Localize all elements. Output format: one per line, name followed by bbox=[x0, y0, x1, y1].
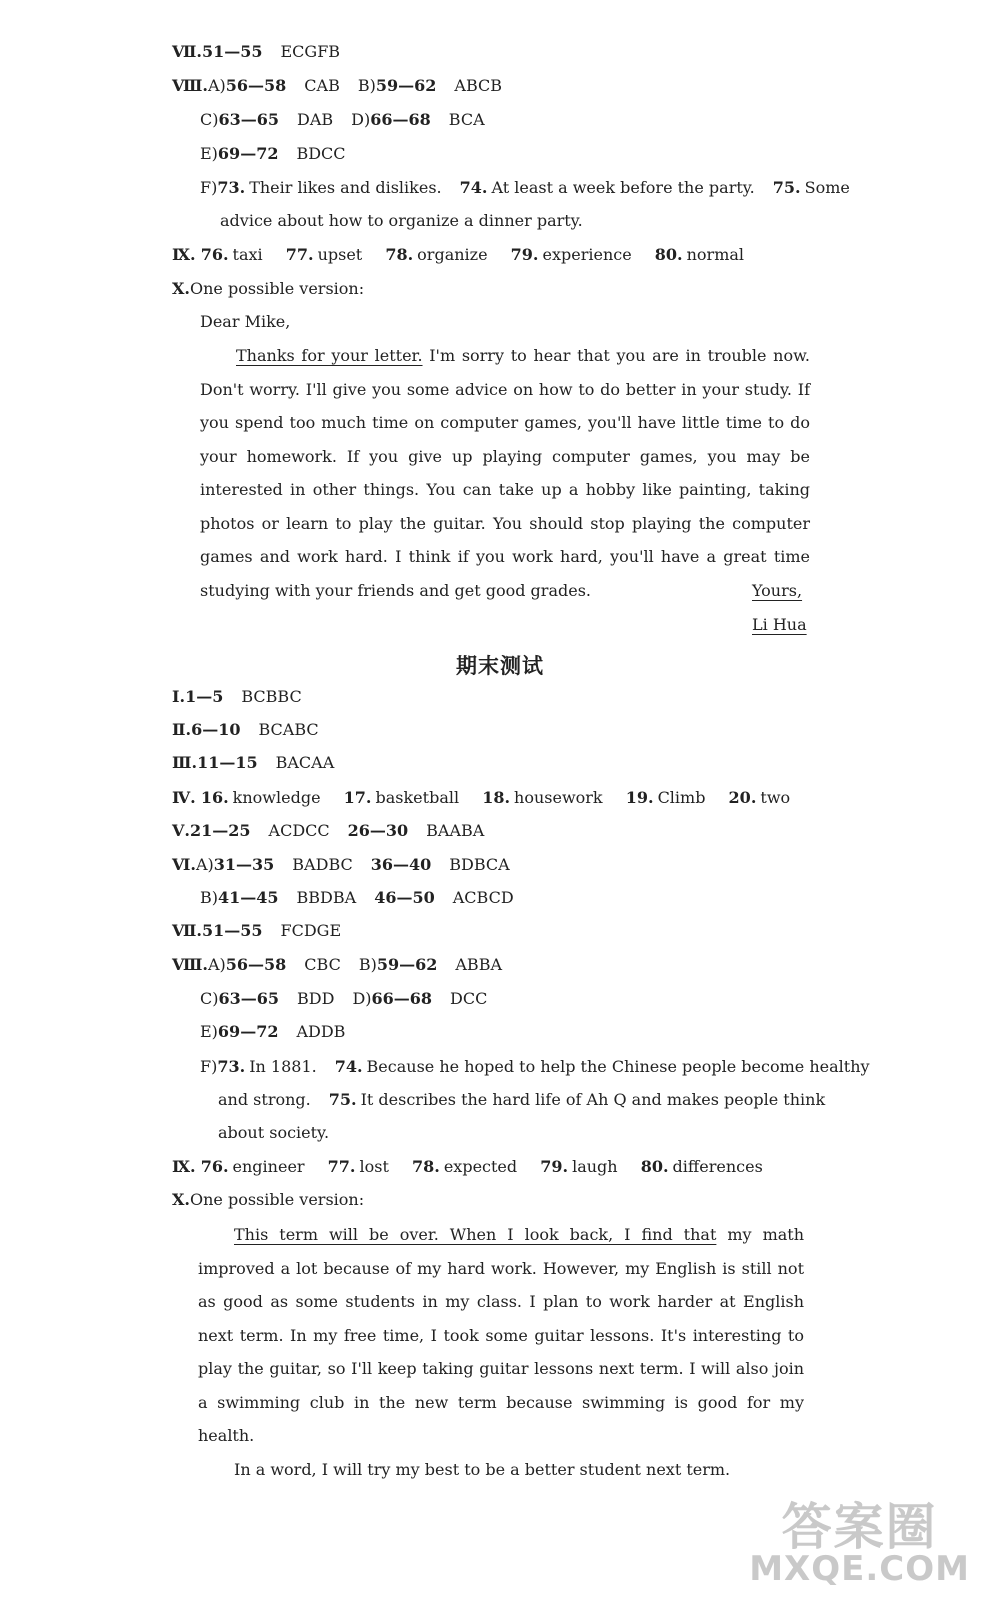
answer-row-8e: E)69—72 BDCC bbox=[200, 144, 346, 163]
letter-signature: Li Hua bbox=[752, 615, 807, 634]
final-row-8f: F)73. In 1881. 74. Because he hoped to help the Chinese people become healthy bbox=[200, 1057, 870, 1076]
final-row-7: Ⅶ.51—55 FCDGE bbox=[172, 921, 342, 940]
writing-intro: Ⅹ.One possible version: bbox=[172, 279, 365, 298]
answer-row-8f: F)73. Their likes and dislikes. 74. At least a week before the party. 75. Some bbox=[200, 178, 850, 197]
final-row-2: Ⅱ.6—10 BCABC bbox=[172, 720, 319, 739]
blank-78-final: 78. expected bbox=[411, 1157, 518, 1176]
answer-row-7: Ⅶ.51—55 ECGFB bbox=[172, 42, 341, 61]
final-row-8f-cont1: and strong. 75. It describes the hard life of Ah Q and makes people think bbox=[218, 1090, 826, 1109]
blank-19: 19. Climb bbox=[625, 788, 706, 807]
blank-16: 16. knowledge bbox=[200, 788, 321, 807]
final-row-8c: C)63—65 BDD D)66—68 DCC bbox=[200, 989, 488, 1008]
blank-17: 17. basketball bbox=[343, 788, 460, 807]
final-row-6a: Ⅵ.A)31—35 BADBC 36—40 BDBCA bbox=[172, 855, 510, 874]
answer-row-8: Ⅷ.A)56—58 CAB B)59—62 ABCB bbox=[172, 76, 502, 95]
answer-row-8c: C)63—65 DAB D)66—68 BCA bbox=[200, 110, 485, 129]
final-row-9: Ⅸ. 76. engineer 77. lost 78. expected 79. laugh 80. differences bbox=[172, 1157, 763, 1176]
answer-row-8f-cont: advice about how to organize a dinner party. bbox=[220, 211, 583, 230]
letter-greeting: Dear Mike, bbox=[200, 312, 291, 331]
final-row-8f-cont2: about society. bbox=[218, 1123, 330, 1142]
blank-76-final: 76. engineer bbox=[200, 1157, 305, 1176]
blank-78: 78. organize bbox=[385, 245, 488, 264]
final-row-6b: B)41—45 BBDBA 46—50 ACBCD bbox=[200, 888, 514, 907]
section-title: 期末测试 bbox=[456, 654, 544, 678]
letter-body: Thanks for your letter. I'm sorry to hear that you are in trouble now. Don't worry. I'll give you some advice on how to do better in your study. If you spend too much time on computer games, you'll have little time to do your homework. If you give up playing computer games, you may be interested in other things. You can take up a hobby like painting, taking photos or learn to play the guitar. You should stop playing the computer games and work hard. I think if you work hard, you'll have a great time studying with your friends and get good grades. bbox=[200, 346, 810, 600]
blank-79-final: 79. laugh bbox=[540, 1157, 618, 1176]
underlined-opening: Thanks for your letter. bbox=[236, 346, 423, 365]
final-writing-intro: Ⅹ.One possible version: bbox=[172, 1190, 365, 1209]
blank-76: 76. taxi bbox=[200, 245, 263, 264]
letter-closing: Yours, bbox=[752, 581, 803, 600]
final-row-8: Ⅷ.A)56—58 CBC B)59—62 ABBA bbox=[172, 955, 502, 974]
answer-row-9: Ⅸ. 76. taxi 77. upset 78. organize 79. experience 80. normal bbox=[172, 245, 745, 264]
blank-77: 77. upset bbox=[285, 245, 363, 264]
final-essay-para2: In a word, I will try my best to be a better student next term. bbox=[234, 1459, 731, 1479]
blank-80-final: 80. differences bbox=[640, 1157, 763, 1176]
blank-20: 20. two bbox=[728, 788, 791, 807]
watermark-logo: 答案圈 MXQE.COM bbox=[749, 1498, 970, 1589]
blank-79: 79. experience bbox=[510, 245, 632, 264]
blank-18: 18. housework bbox=[482, 788, 603, 807]
final-row-8e: E)69—72 ADDB bbox=[200, 1022, 346, 1041]
blank-80: 80. normal bbox=[654, 245, 745, 264]
final-row-4: Ⅳ. 16. knowledge 17. basketball 18. housework 19. Climb 20. two bbox=[172, 788, 791, 807]
underlined-opening-final: This term will be over. When I look back, I find that bbox=[234, 1225, 717, 1244]
blank-77-final: 77. lost bbox=[327, 1157, 389, 1176]
final-row-3: Ⅲ.11—15 BACAA bbox=[172, 753, 335, 772]
final-essay-body: This term will be over. When I look back, I find that my math improved a lot because of my hard work. However, my English is still not as good as some students in my class. I plan to work harder at English next term. In my free time, I took some guitar lessons. It's interesting to play the guitar, so I'll keep taking guitar lessons next term. I will also join a swimming club in the new term because swimming is good for my health. In a word, I will try my best to be a better student next term. bbox=[198, 1218, 804, 1486]
final-row-1: Ⅰ.1—5 BCBBC bbox=[172, 687, 302, 706]
final-row-5: Ⅴ.21—25 ACDCC 26—30 BAABA bbox=[172, 821, 485, 840]
